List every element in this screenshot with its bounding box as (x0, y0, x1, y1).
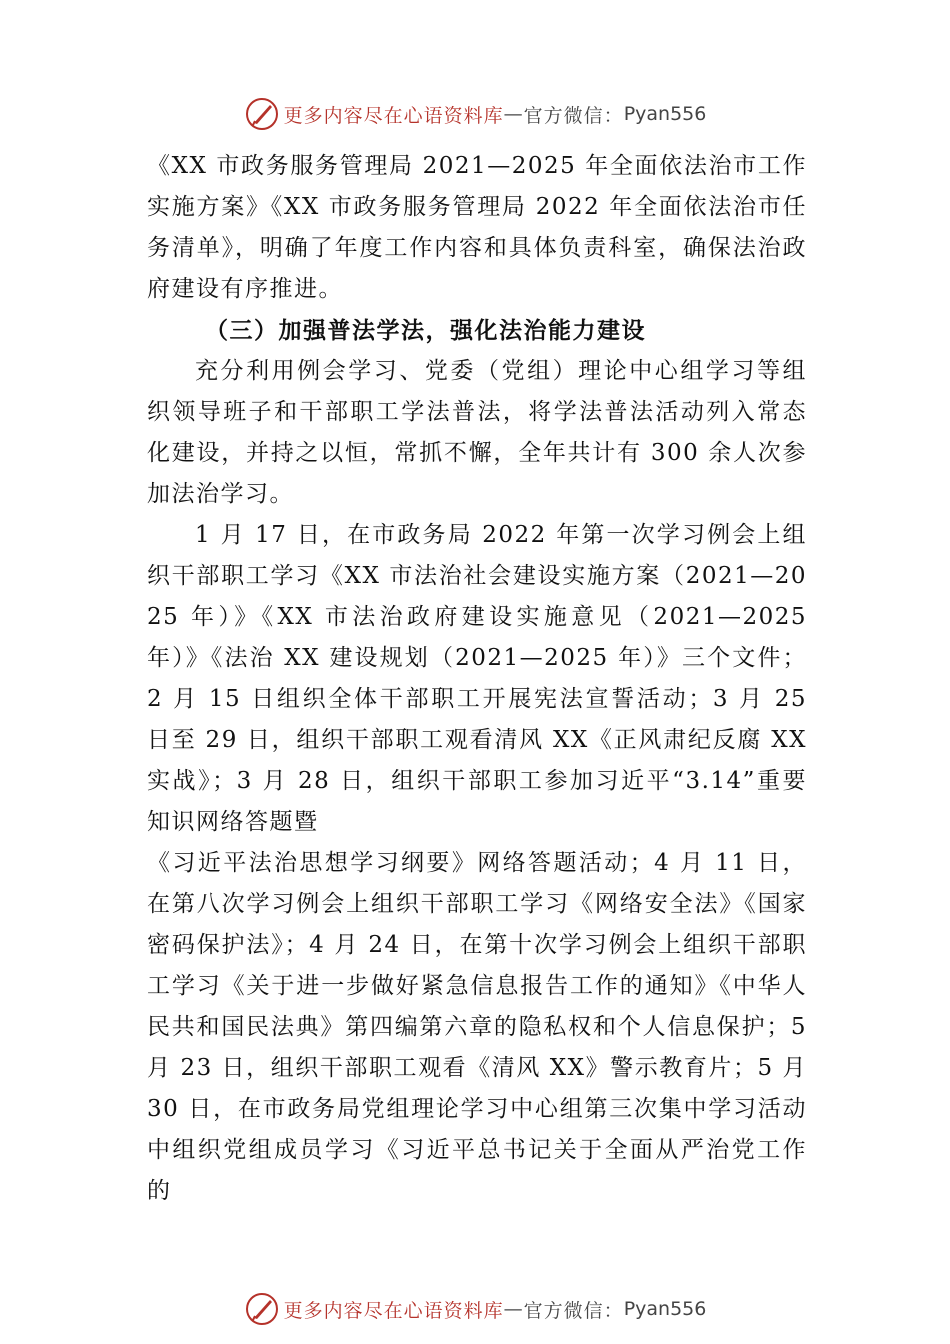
quill-pen-icon (244, 96, 280, 132)
banner-site-text: 更多内容尽在心语资料库 (283, 104, 504, 127)
banner-site-text: 更多内容尽在心语资料库 (283, 1299, 504, 1322)
header-banner (0, 92, 950, 136)
banner-wechat-label: 官方微信： (523, 1299, 624, 1322)
footer-banner (0, 1287, 950, 1331)
paragraph-study-overview: 充分利用例会学习、党委（党组）理论中心组学习等组织领导班子和干部职工学法普法，将学法普法活动列入常态化建设，并持之以恒，常抓不懈，全年共计有 300 余人次参加法治学习。 (147, 358, 807, 507)
banner-dash: — (503, 1298, 524, 1320)
section-heading: （三）加强普法学法，强化法治能力建设 (205, 317, 646, 344)
banner-wechat-label: 官方微信： (523, 104, 624, 127)
banner-wechat-id: Pyan556 (623, 103, 707, 125)
paragraph-study-timeline-continued: 《习近平法治思想学习纲要》网络答题活动；4 月 11 日，在第八次学习例会上组织干部职工学习《网络安全法》《国家密码保护法》；4 月 24 日，在第十次学习例会上组织干部职工学习《关于进一步做好紧急信息报告工作的通知》《中华人民共和国民法典》第四编第六章的隐私权和个人信息保护；5 月 23 日，组织干部职工观看《清风 XX》警示教育片；5 月 30 日，在市政务局党组理论学习中心组第三次集中学习活动中组织党组成员学习《习近平总书记关于全面从严治党工作的 (147, 850, 807, 1204)
document-body (147, 146, 807, 1212)
banner-wechat-id: Pyan556 (623, 1298, 707, 1320)
quill-pen-icon (244, 1291, 280, 1327)
paragraph-study-timeline: 1 月 17 日，在市政务局 2022 年第一次学习例会上组织干部职工学习《XX 市法治社会建设实施方案（2021—2025 年）》《XX 市法治政府建设实施意见（2021—2025 年）》《法治 XX 建设规划（2021—2025 年）》三个文件；2 月 15 日组织全体干部职工开展宪法宣誓活动；3 月 25 日至 29 日，组织干部职工观看清风 XX《正风肃纪反腐 XX 实战》；3 月 28 日，组织干部职工参加习近平“3.14”重要知识网络答题暨 (147, 522, 807, 835)
banner-dash: — (503, 103, 524, 125)
paragraph-plan-list: 《XX 市政务服务管理局 2021—2025 年全面依法治市工作实施方案》《XX 市政务服务管理局 2022 年全面依法治市任务清单》，明确了年度工作内容和具体负责科室，确保法治政府建设有序推进。 (147, 153, 807, 302)
